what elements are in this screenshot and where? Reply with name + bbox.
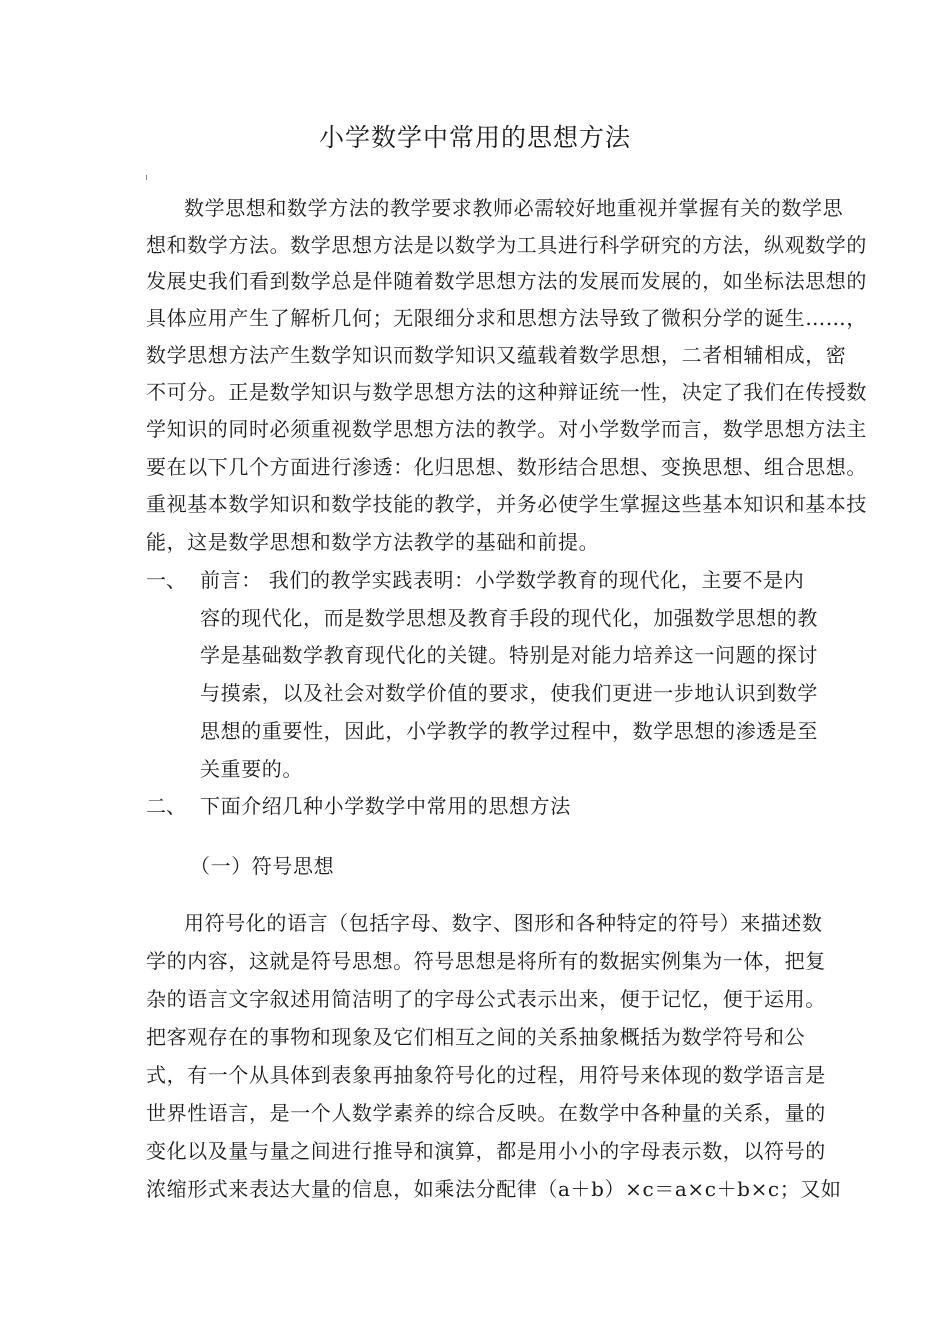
section-line: 与摸索，以及社会对数学价值的要求，使我们更进一步地认识到数学: [200, 681, 818, 705]
intro-line: 具体应用产生了解析几何；无限细分求和思想方法导致了微积分学的诞生……，: [146, 306, 867, 330]
intro-line: 要在以下几个方面进行渗透：化归思想、数形结合思想、变换思想、组合思想。: [146, 455, 867, 479]
margin-mark: [146, 175, 147, 180]
page-title: 小学数学中常用的思想方法: [318, 123, 631, 152]
intro-line: 想和数学方法。数学思想方法是以数学为工具进行科学研究的方法，纵观数学的: [146, 233, 867, 257]
body-line: 变化以及量与量之间进行推导和演算，都是用小小的字母表示数，以符号的: [146, 1139, 826, 1163]
section-line: 容的现代化，而是数学思想及教育手段的现代化，加强数学思想的教: [200, 606, 818, 630]
section-line: 前言： 我们的教学实践表明：小学数学教育的现代化，主要不是内: [200, 568, 805, 592]
section-number: 一、: [146, 568, 186, 592]
body-line: 世界性语言，是一个人数学素养的综合反映。在数学中各种量的关系，量的: [146, 1101, 826, 1125]
body-line: 用符号化的语言（包括字母、数字、图形和各种特定的符号）来描述数: [184, 911, 823, 935]
intro-line: 学知识的同时必须重视数学思想方法的教学。对小学数学而言，数学思想方法主: [146, 417, 867, 441]
body-line: 学的内容，这就是符号思想。符号思想是将所有的数据实例集为一体，把复: [146, 949, 826, 973]
intro-line: 数学思想和数学方法的教学要求教师必需较好地重视并掌握有关的数学思: [184, 196, 844, 220]
section-number: 二、: [146, 794, 186, 818]
intro-line: 不可分。正是数学知识与数学思想方法的这种辩证统一性，决定了我们在传授数: [146, 380, 867, 404]
body-line: 式，有一个从具体到表象再抽象符号化的过程，用符号来体现的数学语言是: [146, 1063, 826, 1087]
intro-line: 能，这是数学思想和数学方法教学的基础和前提。: [146, 530, 600, 554]
section-line: 学是基础数学教育现代化的关键。特别是对能力培养这一问题的探讨: [200, 643, 818, 667]
section-line: 关重要的。: [200, 757, 303, 781]
body-line: 浓缩形式来表达大量的信息，如乘法分配律（a＋b）×c＝a×c＋b×c；又如: [146, 1177, 842, 1201]
body-line: 杂的语言文字叙述用简洁明了的字母公式表示出来，便于记忆，便于运用。: [146, 987, 826, 1011]
intro-line: 数学思想方法产生数学知识而数学知识又蕴载着数学思想，二者相辅相成，密: [146, 343, 847, 367]
subsection-heading: （一）符号思想: [190, 854, 335, 878]
section-line: 思想的重要性，因此，小学教学的教学过程中，数学思想的渗透是至: [200, 719, 818, 743]
section-heading: 下面介绍几种小学数学中常用的思想方法: [200, 794, 571, 818]
intro-line: 发展史我们看到数学总是伴随着数学思想方法的发展而发展的，如坐标法思想的: [146, 269, 867, 293]
body-line: 把客观存在的事物和现象及它们相互之间的关系抽象概括为数学符号和公: [146, 1025, 806, 1049]
intro-line: 重视基本数学知识和数学技能的教学，并务必使学生掌握这些基本知识和基本技: [146, 492, 867, 516]
